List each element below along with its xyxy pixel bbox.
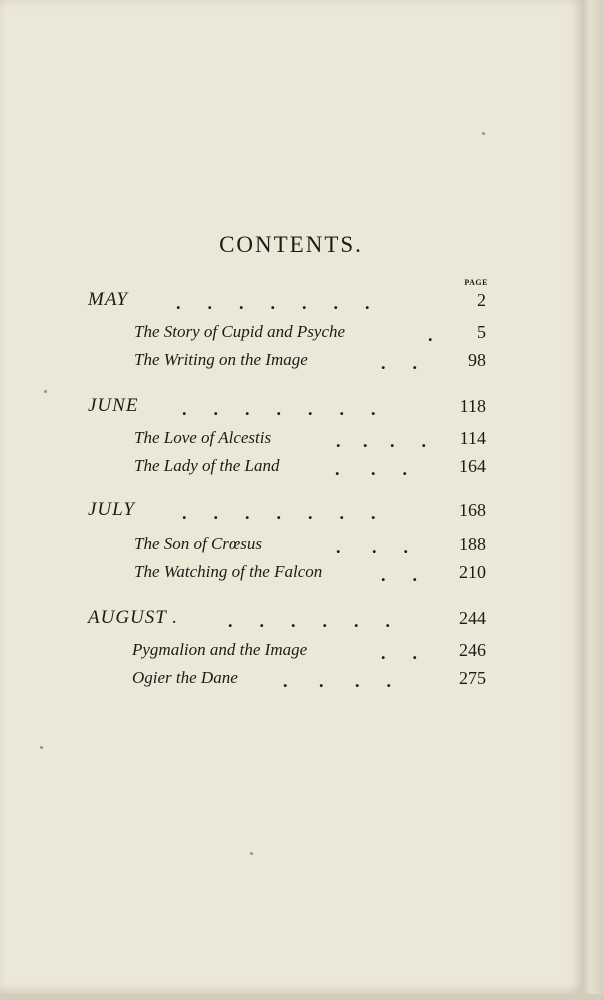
section-page-june: 118 [459, 396, 486, 416]
story-page: 98 [468, 350, 486, 370]
page-column-label: PAGE [464, 278, 488, 287]
section-month-july: JULY [88, 499, 135, 520]
paper-speck [482, 132, 485, 135]
story-page: 164 [459, 456, 486, 476]
story-title: The Son of Crœsus [134, 534, 262, 553]
section-page-may: 2 [477, 290, 486, 310]
story-title: The Love of Alcestis [134, 428, 272, 447]
story-page: 210 [459, 562, 486, 582]
dot-leader: . . . [335, 459, 407, 479]
dot-leader: . . . . . . . [182, 503, 376, 523]
story-title: The Story of Cupid and Psyche [134, 322, 346, 341]
story-title: The Writing on the Image [134, 350, 308, 369]
dot-leader: . . . . . . . [176, 293, 370, 313]
dot-leader: . . . . [283, 671, 391, 691]
story-page: 246 [459, 640, 486, 660]
paper-speck [250, 852, 253, 855]
paper-speck [40, 746, 43, 749]
section-month-august: AUGUST . [88, 607, 178, 628]
section-month-may: MAY [88, 289, 128, 310]
page-edge [582, 0, 604, 1000]
page-bottom-edge [0, 994, 604, 1000]
dot-leader: . . . . . . . [182, 399, 376, 419]
story-title: Pygmalion and the Image [132, 640, 308, 659]
section-month-june: JUNE [88, 395, 139, 416]
dot-leader: . . . . [336, 431, 426, 451]
story-title: The Lady of the Land [134, 456, 280, 475]
section-page-july: 168 [459, 500, 486, 520]
dot-leader: . . . . . . [228, 611, 390, 631]
paper-speck [44, 390, 47, 393]
story-title: The Watching of the Falcon [134, 562, 323, 581]
section-page-august: 244 [459, 608, 486, 628]
story-page: 114 [459, 428, 486, 448]
dot-leader: . . [381, 353, 417, 373]
dot-leader: . . [381, 643, 417, 663]
story-page: 5 [477, 322, 486, 342]
story-page: 188 [459, 534, 486, 554]
contents-heading: CONTENTS. [219, 232, 363, 257]
dot-leader: . . . [336, 537, 408, 557]
story-title: Ogier the Dane [132, 668, 238, 687]
dot-leader: . [428, 325, 433, 345]
dot-leader: . . [381, 565, 417, 585]
story-page: 275 [459, 668, 486, 688]
